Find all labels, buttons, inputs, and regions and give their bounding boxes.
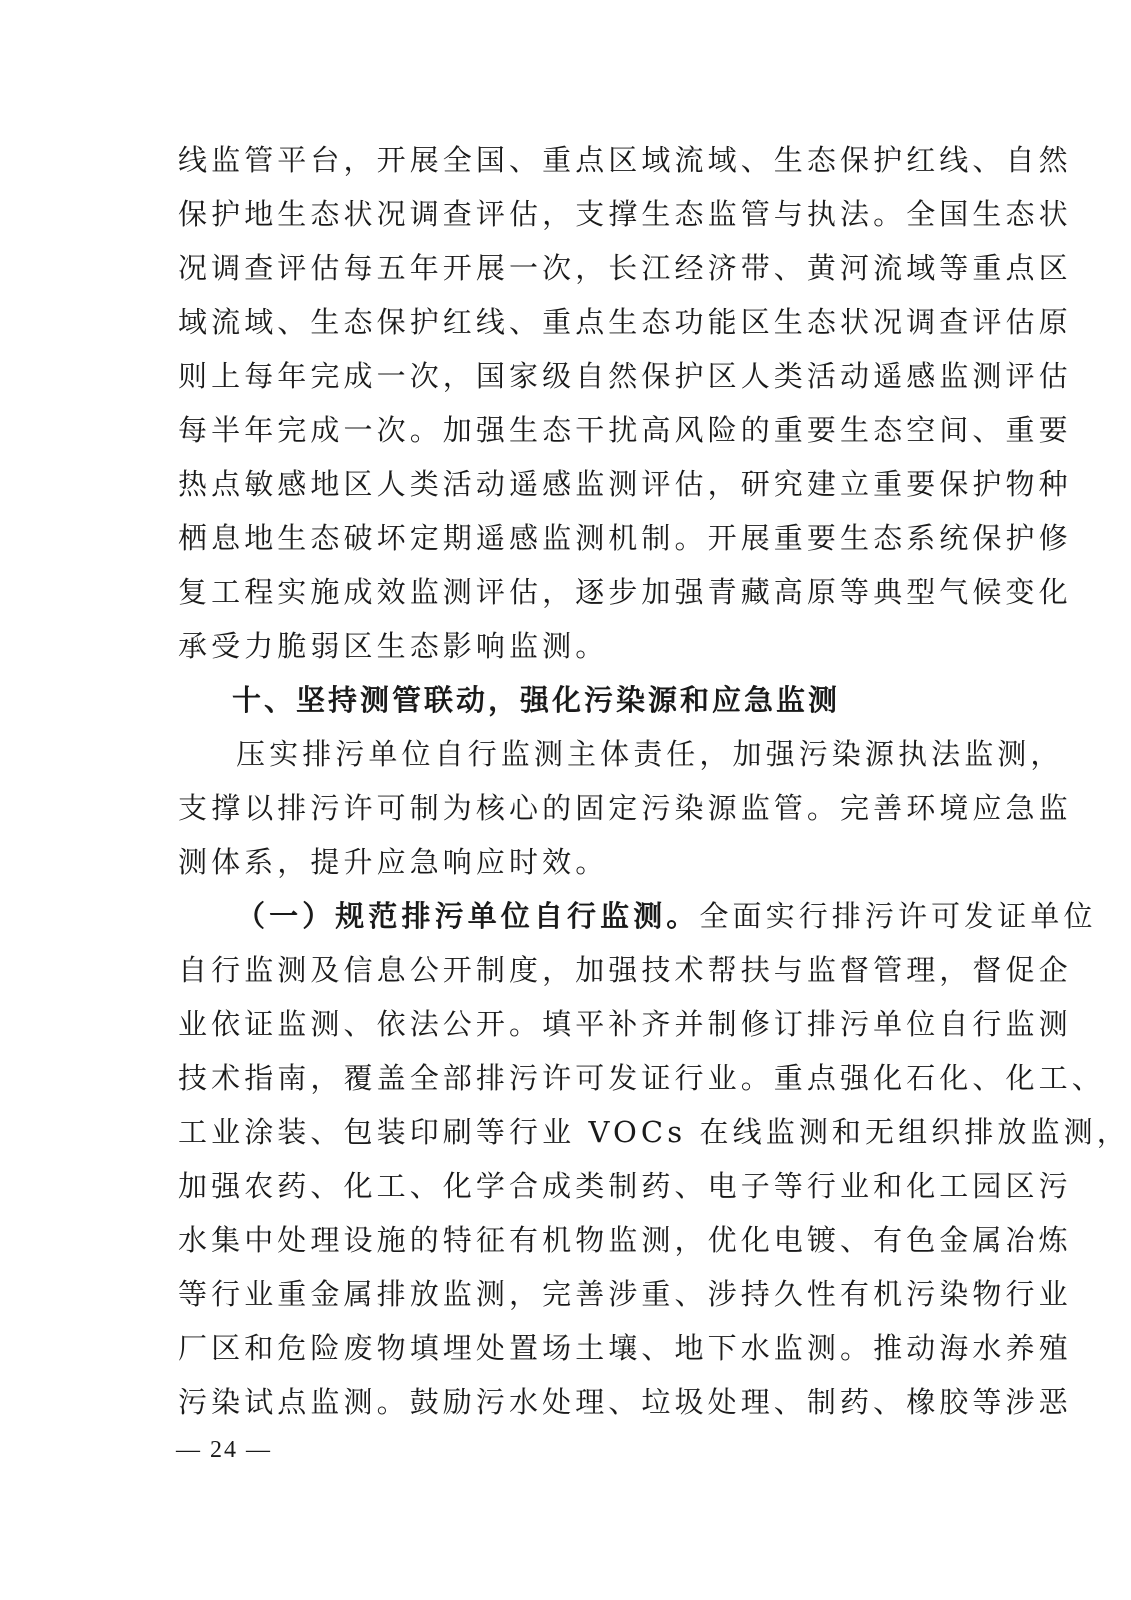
body-line: 技术指南，覆盖全部排污许可发证行业。重点强化石化、化工、 <box>178 1061 1105 1095</box>
section-heading: 十、坚持测管联动，强化污染源和应急监测 <box>232 683 841 717</box>
body-line: 线监管平台，开展全国、重点区域流域、生态保护红线、自然 <box>178 143 1072 177</box>
page-number: — 24 — <box>176 1437 272 1463</box>
body-line: 水集中处理设施的特征有机物监测，优化电镀、有色金属冶炼 <box>178 1223 1072 1257</box>
body-line: 等行业重金属排放监测，完善涉重、涉持久性有机污染物行业 <box>178 1277 1072 1311</box>
body-line: 每半年完成一次。加强生态干扰高风险的重要生态空间、重要 <box>178 413 1072 447</box>
body-line: 复工程实施成效监测评估，逐步加强青藏高原等典型气候变化 <box>178 575 1072 609</box>
subsection-heading: （一）规范排污单位自行监测。 <box>236 899 700 933</box>
body-line: 压实排污单位自行监测主体责任，加强污染源执法监测， <box>236 737 1064 771</box>
body-line: 承受力脆弱区生态影响监测。 <box>178 629 609 663</box>
body-line: 污染试点监测。鼓励污水处理、垃圾处理、制药、橡胶等涉恶 <box>178 1385 1072 1419</box>
body-line: 保护地生态状况调查评估，支撑生态监管与执法。全国生态状 <box>178 197 1072 231</box>
body-text: 全面实行排污许可发证单位 <box>699 899 1097 933</box>
body-line: 厂区和危险废物填埋处置场土壤、地下水监测。推动海水养殖 <box>178 1331 1072 1365</box>
body-line: 业依证监测、依法公开。填平补齐并制修订排污单位自行监测 <box>178 1007 1072 1041</box>
body-line: 域流域、生态保护红线、重点生态功能区生态状况调查评估原 <box>178 305 1072 339</box>
body-line: 测体系，提升应急响应时效。 <box>178 845 609 879</box>
body-line: 支撑以排污许可制为核心的固定污染源监管。完善环境应急监 <box>178 791 1072 825</box>
body-line: 则上每年完成一次，国家级自然保护区人类活动遥感监测评估 <box>178 359 1072 393</box>
subsection-line <box>236 889 1097 943</box>
body-line: 工业涂装、包装印刷等行业 VOCs 在线监测和无组织排放监测， <box>178 1115 1130 1149</box>
body-line: 况调查评估每五年开展一次，长江经济带、黄河流域等重点区 <box>178 251 1072 285</box>
body-line: 加强农药、化工、化学合成类制药、电子等行业和化工园区污 <box>178 1169 1072 1203</box>
body-line: 热点敏感地区人类活动遥感监测评估，研究建立重要保护物种 <box>178 467 1072 501</box>
body-line: 自行监测及信息公开制度，加强技术帮扶与监督管理，督促企 <box>178 953 1072 987</box>
body-line: 栖息地生态破坏定期遥感监测机制。开展重要生态系统保护修 <box>178 521 1072 555</box>
